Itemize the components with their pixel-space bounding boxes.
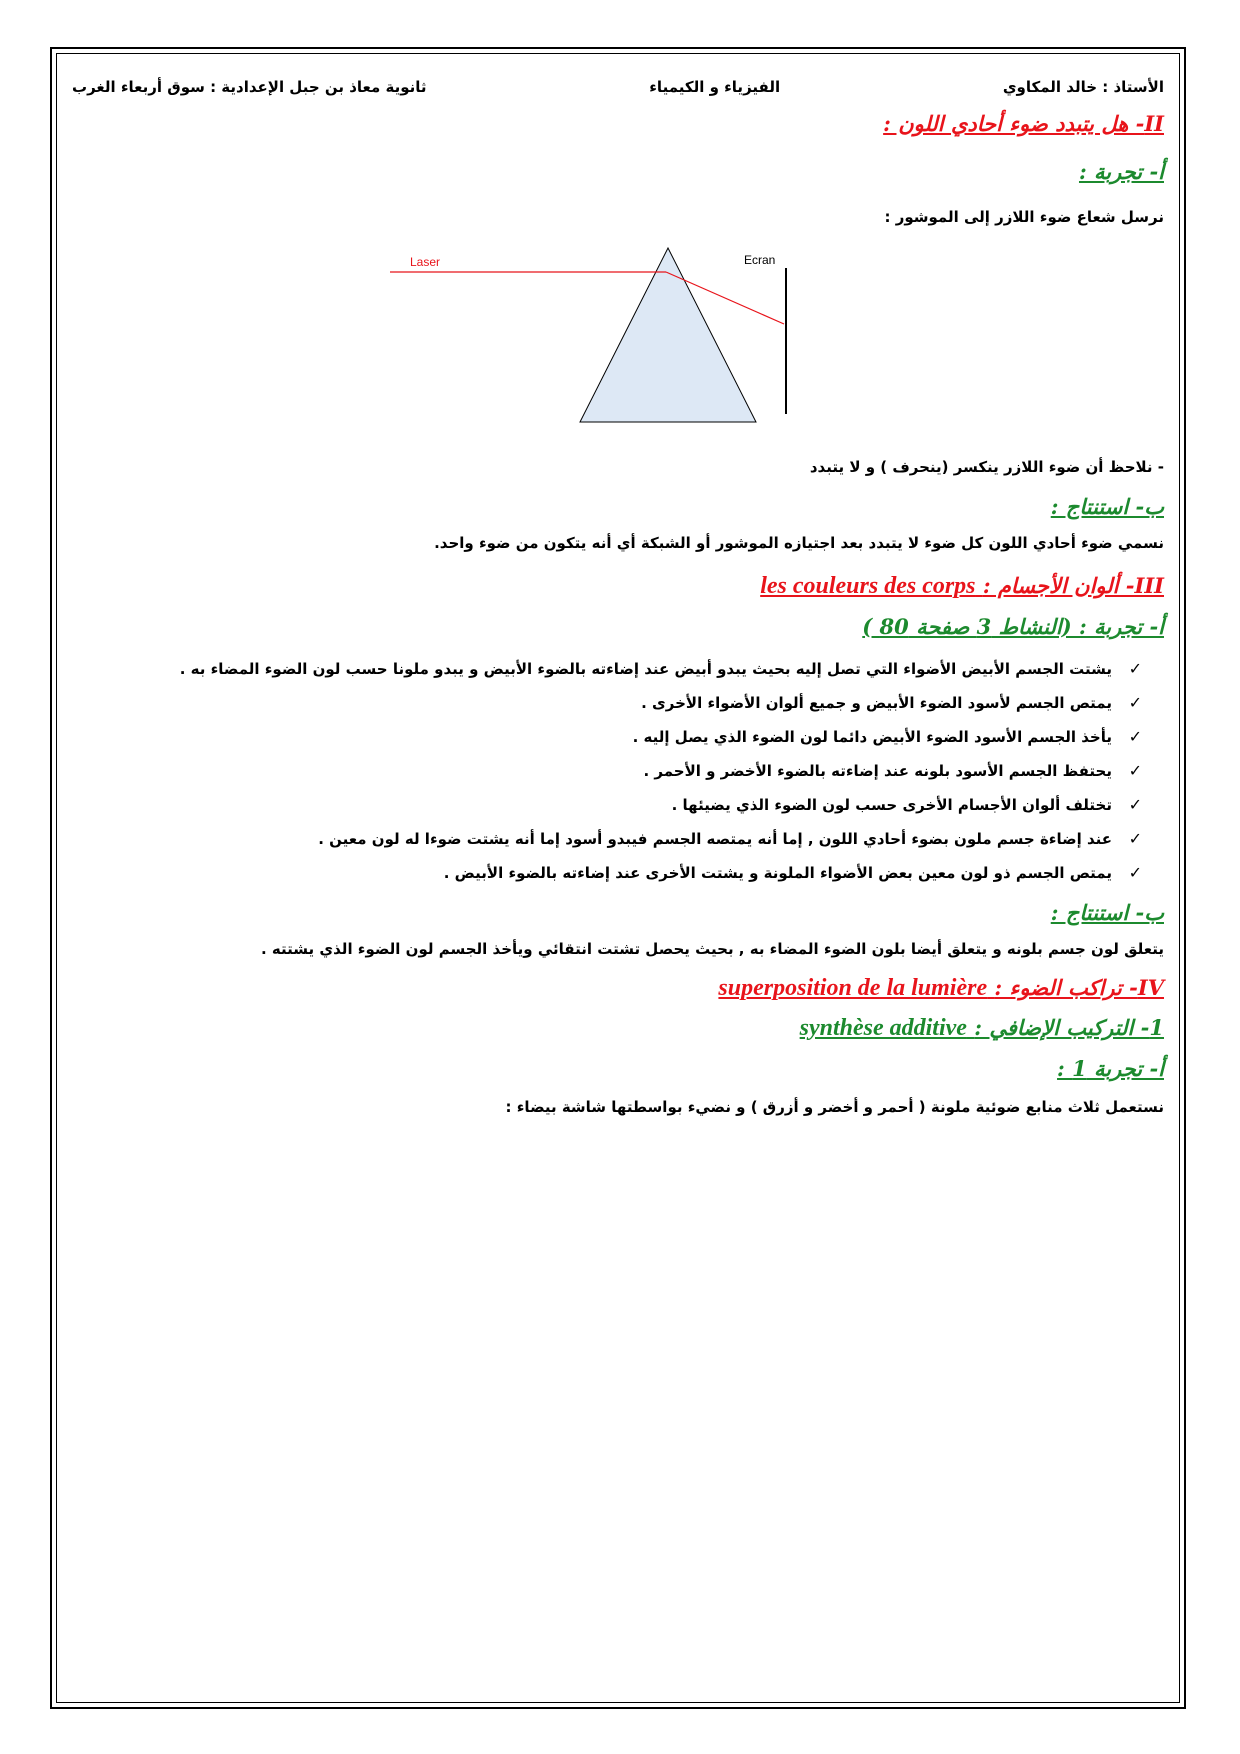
section-iii-conclusion-title: ب- استنتاج : xyxy=(1050,899,1164,925)
check-icon: ✓ xyxy=(1128,659,1142,678)
section-ii-conclusion-title: ب- استنتاج : xyxy=(1050,493,1164,519)
section-ii-intro: نرسل شعاع ضوء اللازر إلى الموشور : xyxy=(884,208,1164,226)
section-iii-title-ar: III- ألوان الأجسام : xyxy=(982,572,1164,598)
subject-name: الفيزياء و الكيمياء xyxy=(649,78,781,96)
list-item: ✓ يمتص الجسم لأسود الضوء الأبيض و جميع ألوان الأضواء الأخرى . xyxy=(72,686,1142,720)
check-icon: ✓ xyxy=(1128,693,1142,712)
check-icon: ✓ xyxy=(1128,761,1142,780)
list-item: ✓ تختلف ألوان الأجسام الأخرى حسب لون الضوء الذي يضيئها . xyxy=(72,788,1142,822)
section-iv-subtitle xyxy=(800,1015,1164,1042)
section-iii-experiment-title: أ- تجربة : (النشاط 3 صفحة 80 ) xyxy=(862,613,1164,639)
section-ii-conclusion: نسمي ضوء أحادي اللون كل ضوء لا يتبدد بعد اجتيازه الموشور أو الشبكة أي أنه يتكون من ضوء واحد. xyxy=(434,534,1164,552)
section-iii-conclusion: يتعلق لون جسم بلونه و يتعلق أيضا بلون الضوء المضاء به , بحيث يحصل تشتت انتقائي ويأخذ الجسم لون الضوء الذي يشتته . xyxy=(261,940,1164,958)
list-item: ✓ يحتفظ الجسم الأسود بلونه عند إضاءته بالضوء الأخضر و الأحمر . xyxy=(72,754,1142,788)
section-ii-observation: - نلاحظ أن ضوء اللازر ينكسر (ينحرف ) و لا يتبدد xyxy=(809,458,1164,476)
observation-list xyxy=(72,652,1164,890)
section-iv-title-ar: IV- تراكب الضوء : xyxy=(994,974,1164,1000)
list-item: ✓ يشتت الجسم الأبيض الأضواء التي تصل إليه بحيث يبدو أبيض عند إضاءته بالضوء الأبيض و يبدو ملونا حسب لون الضوء المضاء به . xyxy=(72,652,1142,686)
section-ii-title: II- هل يتبدد ضوء أحادي اللون : xyxy=(883,110,1164,136)
section-iv-intro: نستعمل ثلاث منابع ضوئية ملونة ( أحمر و أخضر و أزرق ) و نضيء بواسطتها شاشة بيضاء : xyxy=(505,1098,1164,1116)
section-iv-subtitle-fr: synthèse additive xyxy=(799,1014,967,1041)
screen-label: Ecran xyxy=(744,253,776,267)
laser-label: Laser xyxy=(410,255,441,269)
prism-figure xyxy=(72,230,1164,440)
check-icon: ✓ xyxy=(1128,795,1142,814)
section-iv-title-fr: superposition de la lumière xyxy=(718,974,988,1001)
section-iii-title-fr: les couleurs des corps xyxy=(760,572,976,599)
check-icon: ✓ xyxy=(1128,863,1142,882)
section-iii-title xyxy=(760,573,1164,600)
check-icon: ✓ xyxy=(1128,727,1142,746)
list-item: ✓ عند إضاءة جسم ملون بضوء أحادي اللون , إما أنه يمتصه الجسم فيبدو أسود إما أنه يشتت ضوءا له لون معين . xyxy=(72,822,1142,856)
section-iv-experiment-title: أ- تجربة 1 : xyxy=(1057,1055,1164,1081)
list-item: ✓ يمتص الجسم ذو لون معين بعض الأضواء الملونة و يشتت الأخرى عند إضاءته بالضوء الأبيض . xyxy=(72,856,1142,890)
worksheet-content xyxy=(72,70,1164,1120)
section-iv-title xyxy=(718,975,1164,1002)
teacher-name: الأستاذ : خالد المكاوي xyxy=(1002,78,1164,96)
list-item: ✓ يأخذ الجسم الأسود الضوء الأبيض دائما لون الضوء الذي يصل إليه . xyxy=(72,720,1142,754)
page-header xyxy=(72,70,1164,104)
prism-diagram xyxy=(72,230,1164,440)
school-name: ثانوية معاذ بن جبل الإعدادية : سوق أربعاء الغرب xyxy=(72,78,427,96)
check-icon: ✓ xyxy=(1128,829,1142,848)
section-iv-subtitle-ar: 1- التركيب الإضافي : xyxy=(974,1014,1164,1040)
section-ii-experiment-title: أ- تجربة : xyxy=(1078,158,1164,184)
prism-shape xyxy=(580,248,756,422)
